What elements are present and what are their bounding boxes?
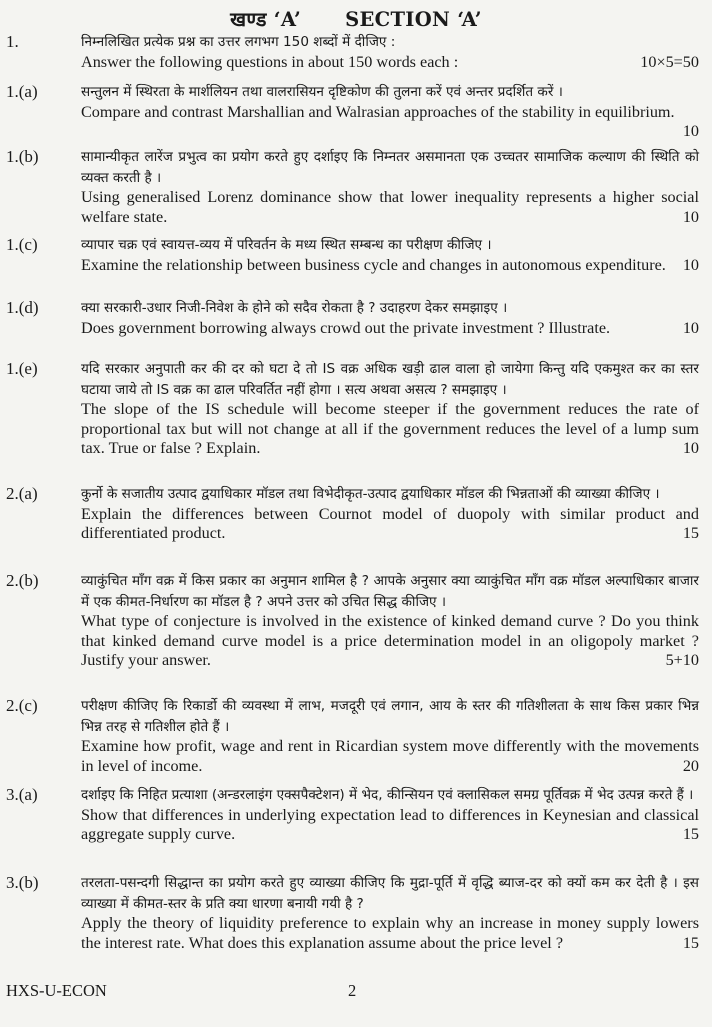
question-text-hindi: यदि सरकार अनुपाती कर की दर को घटा दे तो IS वक्र अधिक खड़ी ढाल वाला हो जायेगा किन्तु यदि एकमुश्त कर का स्तर घटाया जाये तो IS वक्र का ढाल परिवर्तित नहीं होगा । सत्य अथवा असत्य ? समझाइए ।: [81, 361, 699, 398]
section-title-english: SECTION ‘A’: [345, 8, 482, 31]
question-number: 3.(b): [6, 873, 39, 892]
question-text-english: Examine how profit, wage and rent in Ricardian system move differently with the movements in level of income. 20: [81, 737, 699, 775]
question-marks: 15: [682, 825, 699, 843]
question-marks: 15: [682, 933, 699, 952]
question-text-english: 10×5=50 Answer the following questions in about 150 words each :: [81, 52, 699, 71]
question-number: 1.(d): [6, 298, 39, 317]
question-marks: 15: [682, 524, 699, 542]
question-marks: 5+10: [665, 651, 699, 669]
question-marks: 10: [682, 207, 699, 226]
paper-code: HXS-U-ECON: [6, 981, 107, 1000]
question-number: 3.(a): [6, 785, 38, 804]
question-number: 1.(e): [6, 359, 38, 378]
question-marks: 10: [682, 122, 699, 140]
question-text-english: Explain the differences between Cournot model of duopoly with similar product and differentiated product. 15: [81, 504, 699, 542]
section-title: [0, 5, 712, 32]
question-text-english: What type of conjecture is involved in the existence of kinked demand curve ? Do you think that kinked demand curve model is a price determination model in an oligopoly market ? Justify your answer. 5+10: [81, 612, 699, 669]
question-marks: 10: [682, 255, 699, 274]
question-text-hindi: व्याकुंचित माँग वक्र में किस प्रकार का अनुमान शामिल है ? आपके अनुसार क्या व्याकुंचित माँग वक्र मॉडल अल्पाधिकार बाजार में एक कीमत-निर्धारण का मॉडल है ? अपने उत्तर को उचित सिद्ध कीजिए ।: [81, 573, 699, 610]
question-marks: 10×5=50: [640, 52, 699, 71]
question-number: 2.(c): [6, 696, 38, 715]
question-text-hindi: दर्शाइए कि निहित प्रत्याशा (अन्डरलाइंग एक्सपैक्टेशन) में भेद, कीन्सियन एवं क्लासिकल समग्र पूर्तिवक्र में भेद उत्पन्न करते हैं ।: [81, 787, 694, 803]
question-text-english: The slope of the IS schedule will become steeper if the government reduces the rate of proportional tax but will not change at all if the government reduces the level of a lump sum tax. True or false ? Explain. 10: [81, 400, 699, 457]
question-text-hindi: व्यापार चक्र एवं स्वायत्त-व्यय में परिवर्तन के मध्य स्थित सम्बन्ध का परीक्षण कीजिए ।: [81, 237, 492, 253]
question-number: 1.(b): [6, 147, 39, 166]
page-number: 2: [348, 981, 357, 1000]
section-title-hindi: खण्ड ‘A’: [230, 8, 302, 31]
question-number: 1.: [6, 32, 19, 51]
question-number: 2.(a): [6, 484, 38, 503]
question-number: 1.(a): [6, 82, 38, 101]
question-text-hindi: तरलता-पसन्दगी सिद्धान्त का प्रयोग करते हुए व्याख्या कीजिए कि मुद्रा-पूर्ति में वृद्धि ब्याज-दर को क्यों कम कर देती है । इस व्याख्या में कीमत-स्तर के प्रति क्या धारणा बनायी गयी है ?: [81, 875, 699, 912]
question-marks: 10: [682, 318, 699, 337]
question-marks: 10: [682, 439, 699, 457]
question-text-hindi: निम्नलिखित प्रत्येक प्रश्न का उत्तर लगभग 150 शब्दों में दीजिए :: [81, 34, 396, 50]
question-number: 2.(b): [6, 571, 39, 590]
question-number: 1.(c): [6, 235, 38, 254]
question-marks: 20: [682, 756, 699, 775]
question-text-hindi: क्या सरकारी-उधार निजी-निवेश के होने को सदैव रोकता है ? उदाहरण देकर समझाइए ।: [81, 300, 508, 316]
question-text-english: Compare and contrast Marshallian and Walrasian approaches of the stability in equilibrium. 10: [81, 102, 699, 140]
question-text-english: Show that differences in underlying expectation lead to differences in Keynesian and classical aggregate supply curve. 15: [81, 805, 699, 843]
question-text-english: Apply the theory of liquidity preference to explain why an increase in money supply lowers the interest rate. What does this explanation assume about the price level ? 15: [81, 914, 699, 952]
question-text-english: Using generalised Lorenz dominance show that lower inequality represents a higher social welfare state. 10: [81, 188, 699, 226]
question-text-hindi: कुर्नो के सजातीय उत्पाद द्वयाधिकार मॉडल तथा विभेदीकृत-उत्पाद द्वयाधिकार मॉडल की भिन्नताओं की व्याख्या कीजिए ।: [81, 486, 660, 502]
question-text-english: Examine the relationship between business cycle and changes in autonomous expenditure. 10: [81, 255, 699, 274]
question-text-hindi: परीक्षण कीजिए कि रिकार्डो की व्यवस्था में लाभ, मजदूरी एवं लगान, आय के स्तर की गतिशीलता के साथ किस प्रकार भिन्न भिन्न तरह से गतिशील होते हैं ।: [81, 698, 699, 735]
question-text-hindi: सामान्यीकृत लारेंज प्रभुत्व का प्रयोग करते हुए दर्शाइए कि निम्नतर असमानता एक उच्चतर सामाजिक कल्याण की स्थिति को व्यक्त करती है ।: [81, 149, 699, 186]
question-text-english: Does government borrowing always crowd out the private investment ? Illustrate. 10: [81, 318, 699, 337]
question-text-hindi: सन्तुलन में स्थिरता के मार्शलियन तथा वालरासियन दृष्टिकोण की तुलना करें एवं अन्तर प्रदर्शित करें ।: [81, 84, 563, 100]
